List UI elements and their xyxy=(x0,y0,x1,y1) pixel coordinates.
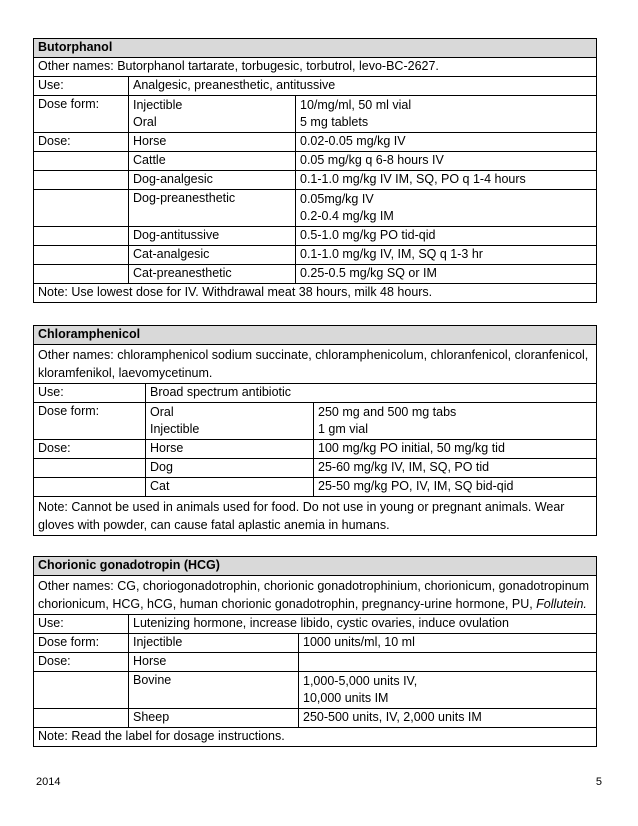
species: Cat xyxy=(146,478,314,497)
dose-label: Dose: xyxy=(34,440,146,459)
table-row xyxy=(34,265,597,284)
table-row xyxy=(34,152,597,171)
butorphanol-table xyxy=(33,38,597,303)
dose-value: 0.1-1.0 mg/kg IV, IM, SQ q 1-3 hr xyxy=(296,246,597,265)
note: Note: Cannot be used in animals used for food. Do not use in young or pregnant animals. Wear gloves with powder, can cause fatal aplastic anemia in humans. xyxy=(34,497,597,536)
use-value: Broad spectrum antibiotic xyxy=(146,384,597,403)
table-row xyxy=(34,478,597,497)
dose-form: Injectible xyxy=(129,634,299,653)
chloramphenicol-table xyxy=(33,325,597,536)
dose-value: 25-50 mg/kg PO, IV, IM, SQ bid-qid xyxy=(314,478,597,497)
drug-title: Butorphanol xyxy=(34,39,597,58)
page-number: 5 xyxy=(595,776,602,788)
dose-form-value: 5 mg tablets xyxy=(300,115,369,129)
dose-value: 0.5-1.0 mg/kg PO tid-qid xyxy=(296,227,597,246)
footer-year: 2014 xyxy=(36,776,61,788)
dose-value: 0.02-0.05 mg/kg IV xyxy=(296,133,597,152)
dose-value: 0.25-0.5 mg/kg SQ or IM xyxy=(296,265,597,284)
species: Cat-analgesic xyxy=(129,246,296,265)
dose-value: 0.2-0.4 mg/kg IM xyxy=(300,209,394,223)
species: Cattle xyxy=(129,152,296,171)
dose-form-list xyxy=(146,403,314,440)
other-names xyxy=(34,576,597,615)
dose-form-value-list xyxy=(296,96,597,133)
other-names-italic: Follutein. xyxy=(536,597,587,611)
dose-value xyxy=(299,653,597,672)
table-row xyxy=(34,190,597,227)
species: Dog-analgesic xyxy=(129,171,296,190)
species: Sheep xyxy=(129,709,299,728)
note: Note: Use lowest dose for IV. Withdrawal meat 38 hours, milk 48 hours. xyxy=(34,284,597,303)
table-row xyxy=(34,709,597,728)
dose-value: 250-500 units, IV, 2,000 units IM xyxy=(299,709,597,728)
dose-value-list xyxy=(299,672,597,709)
use-value: Analgesic, preanesthetic, antitussive xyxy=(129,77,597,96)
dose-value: 100 mg/kg PO initial, 50 mg/kg tid xyxy=(314,440,597,459)
dose-form-label: Dose form: xyxy=(34,634,129,653)
use-label: Use: xyxy=(34,77,129,96)
dose-form-value: 1 gm vial xyxy=(318,422,369,436)
note: Note: Read the label for dosage instructions. xyxy=(34,728,597,747)
species: Dog-preanesthetic xyxy=(129,190,296,227)
dose-form-list xyxy=(129,96,296,133)
table-row xyxy=(34,227,597,246)
species: Cat-preanesthetic xyxy=(129,265,296,284)
dose-value: 0.05mg/kg IV xyxy=(300,192,374,206)
species: Dog-antitussive xyxy=(129,227,296,246)
species: Horse xyxy=(129,653,299,672)
species: Horse xyxy=(129,133,296,152)
other-names: Other names: Butorphanol tartarate, torbugesic, torbutrol, levo-BC-2627. xyxy=(34,58,597,77)
other-names-text: Other names: CG, choriogonadotrophin, chorionic gonadotrophinium, chorionicum, gonadotropinum chorionicum, HCG, hCG, human chorionic gonadotrophin, pregnancy-urine hormone, PU, xyxy=(38,579,590,611)
hcg-table xyxy=(33,556,597,747)
dose-form: Injectible xyxy=(150,422,200,436)
dose-label: Dose: xyxy=(34,653,129,672)
dose-value: 0.05 mg/kg q 6-8 hours IV xyxy=(296,152,597,171)
dose-value: 25-60 mg/kg IV, IM, SQ, PO tid xyxy=(314,459,597,478)
dose-form-value-list xyxy=(314,403,597,440)
species: Bovine xyxy=(129,672,299,709)
dose-form: Injectible xyxy=(133,98,183,112)
table-row xyxy=(34,672,597,709)
dose-form: Oral xyxy=(133,115,157,129)
dose-label: Dose: xyxy=(34,133,129,152)
use-label: Use: xyxy=(34,384,146,403)
use-label: Use: xyxy=(34,615,129,634)
dose-form-label: Dose form: xyxy=(34,96,129,133)
drug-title: Chorionic gonadotropin (HCG) xyxy=(34,557,597,576)
other-names: Other names: chloramphenicol sodium succinate, chloramphenicolum, chloranfenicol, cloranfenicol, kloramfenikol, laevomycetinum. xyxy=(34,345,597,384)
table-row xyxy=(34,246,597,265)
dose-value: 10,000 units IM xyxy=(303,691,389,705)
use-value: Lutenizing hormone, increase libido, cystic ovaries, induce ovulation xyxy=(129,615,597,634)
dose-form-label: Dose form: xyxy=(34,403,146,440)
dose-value: 1,000-5,000 units IV, xyxy=(303,674,418,688)
dose-form: Oral xyxy=(150,405,174,419)
dose-value-list xyxy=(296,190,597,227)
species: Dog xyxy=(146,459,314,478)
species: Horse xyxy=(146,440,314,459)
dose-form-value: 10/mg/ml, 50 ml vial xyxy=(300,98,412,112)
dose-form-value: 250 mg and 500 mg tabs xyxy=(318,405,457,419)
table-row xyxy=(34,459,597,478)
drug-title: Chloramphenicol xyxy=(34,326,597,345)
dose-value: 0.1-1.0 mg/kg IV IM, SQ, PO q 1-4 hours xyxy=(296,171,597,190)
dose-form-value: 1000 units/ml, 10 ml xyxy=(299,634,597,653)
table-row xyxy=(34,171,597,190)
